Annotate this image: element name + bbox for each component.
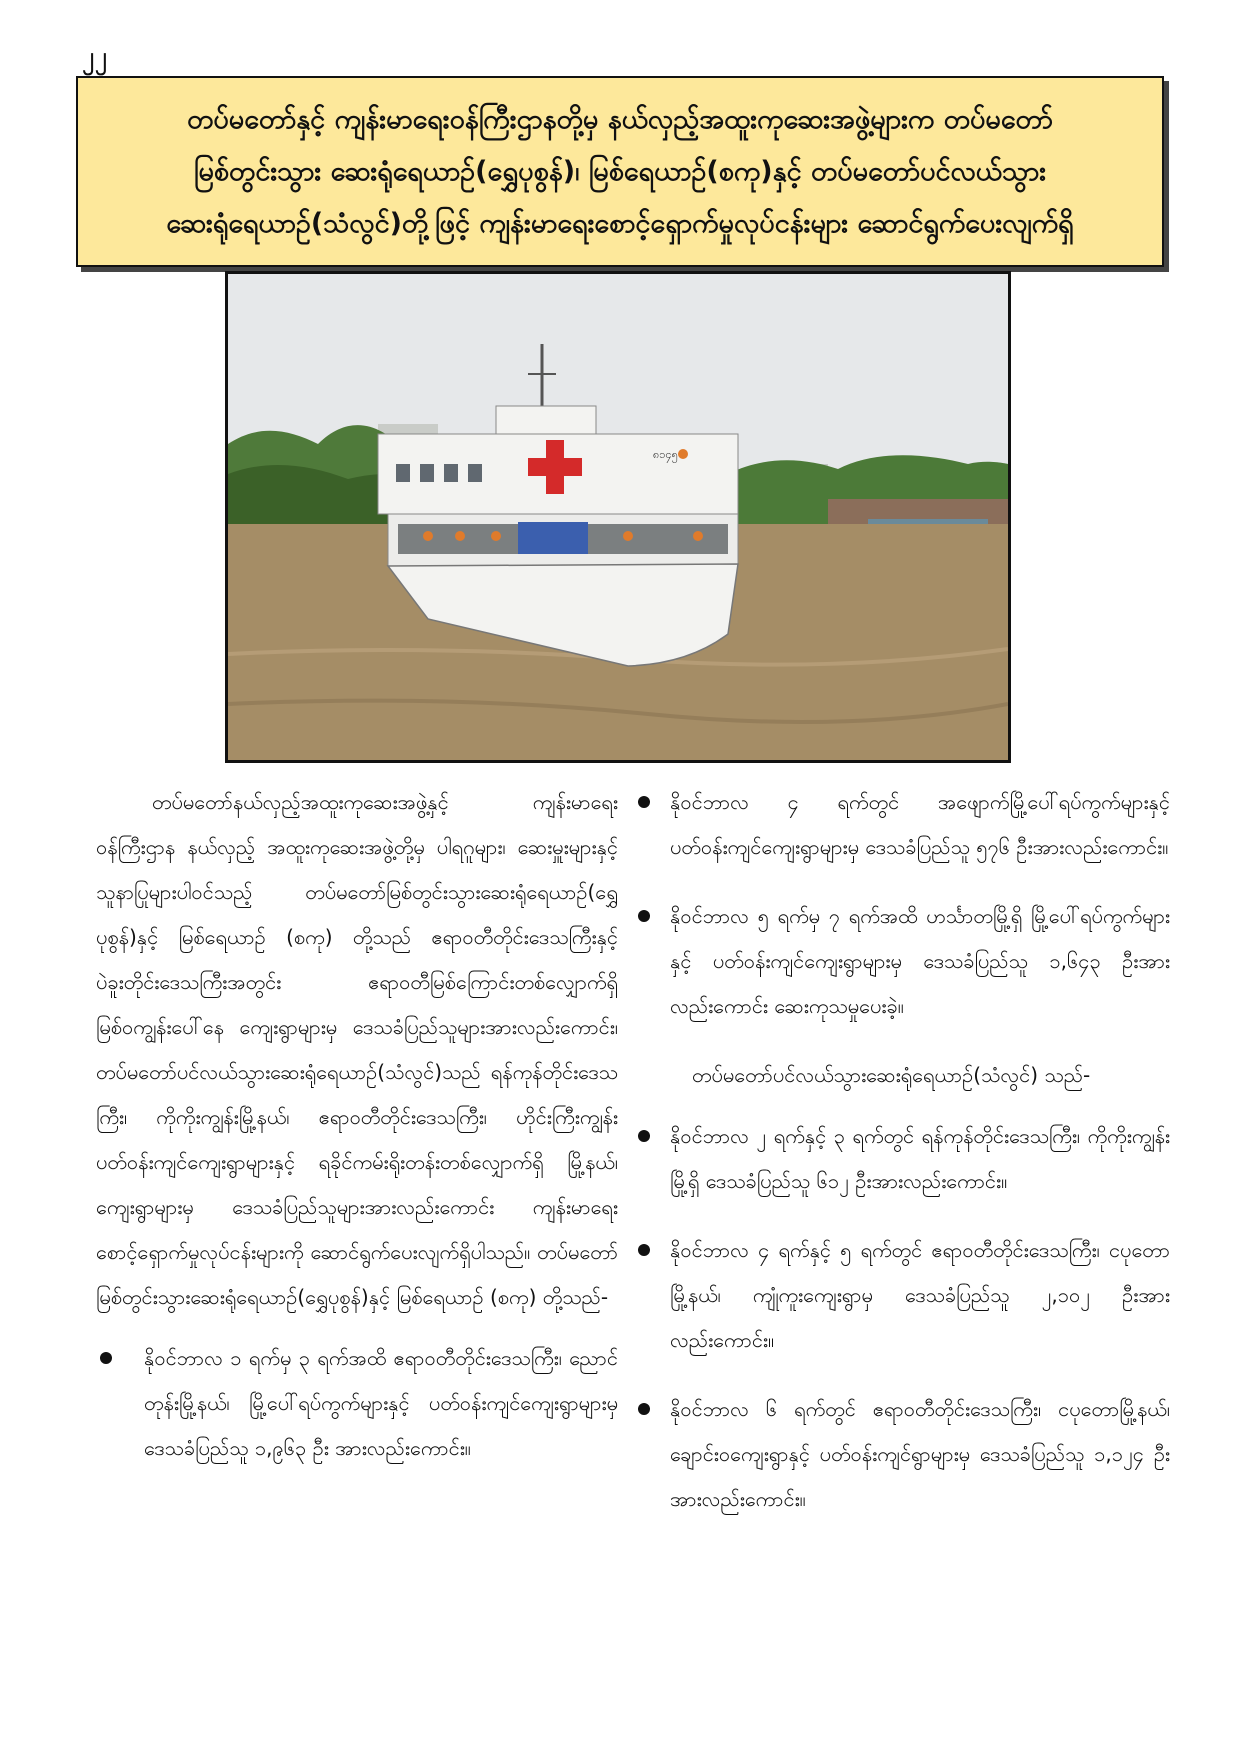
headline-line-2: မြစ်တွင်းသွား ဆေးရုံရေယာဉ်(ရွှေပုစွန်)၊ မြစ်ရေယာဉ်(စကု)နှင့် တပ်မတော်ပင်လယ်သွား <box>193 156 1047 187</box>
bullet-dot-icon <box>100 1352 112 1364</box>
subhead-paragraph: တပ်မတော်ပင်လယ်သွားဆေးရုံရေယာဉ်(သံလွင်) သည်- <box>692 1063 1091 1087</box>
headline-line-1: တပ်မတော်နှင့် ကျန်းမာရေးဝန်ကြီးဌာနတို့မှ နယ်လှည့်အထူးကုဆေးအဖွဲ့များက တပ်မတော် <box>187 104 1053 135</box>
red-cross-horizontal <box>528 458 582 476</box>
bullet-dot-icon <box>638 1403 650 1415</box>
list-item-text: နိုဝင်ဘာလ ၅ ရက်မှ ၇ ရက်အထိ ဟင်္သာတမြို့ရှိ မြို့ပေါ်ရပ်ကွက်များနှင့် ပတ်ဝန်းကျင်ကျေးရွာများမှ ဒေသခံပြည်သူ ၁,၆၄၃ ဦးအားလည်းကောင်း ဆေးကုသမှုပေးခဲ့။ <box>670 904 1170 1018</box>
headline-line-3: ဆေးရုံရေယာဉ်(သံလွင်)တို့ဖြင့် ကျန်းမာရေးစောင့်ရှောက်မှုလုပ်ငန်းများ ဆောင်ရွက်ပေးလျက်ရှိ <box>166 208 1074 239</box>
crew-3 <box>491 531 501 541</box>
crew-6 <box>678 449 688 459</box>
right-bottom-bullet-list <box>636 1114 1170 1522</box>
intro-paragraph: တပ်မတော်နယ်လှည့်အထူးကုဆေးအဖွဲ့နှင့် ကျန်းမာရေးဝန်ကြီးဌာန နယ်လှည့် အထူးကုဆေးအဖွဲ့တို့မှ ပါရဂူများ၊ ဆေးမှူးများနှင့် သူနာပြုများပါဝင်သည့် တပ်မတော်မြစ်တွင်းသွားဆေးရုံရေယာဉ်(ရွှေပုစွန်)နှင့် မြစ်ရေယာဉ် (စကု) တို့သည် ဧရာဝတီတိုင်းဒေသကြီးနှင့် ပဲခူးတိုင်းဒေသကြီးအတွင်း ဧရာဝတီမြစ်ကြောင်းတစ်လျှောက်ရှိ မြစ်ဝကျွန်းပေါ်နေ ကျေးရွာများမှ ဒေသခံပြည်သူများအားလည်းကောင်း၊ တပ်မတော်ပင်လယ်သွားဆေးရုံရေယာဉ်(သံလွင်)သည် ရန်ကုန်တိုင်းဒေသကြီး၊ ကိုကိုးကျွန်းမြို့နယ်၊ ဧရာဝတီတိုင်းဒေသကြီး၊ ဟိုင်းကြီးကျွန်းပတ်ဝန်းကျင်ကျေးရွာများနှင့် ရခိုင်ကမ်းရိုးတန်းတစ်လျှောက်ရှိ မြို့နယ်၊ ကျေးရွာများမှ ဒေသခံပြည်သူများအားလည်းကောင်း ကျန်းမာရေးစောင့်ရှောက်မှုလုပ်ငန်းများကို ဆောင်ရွက်ပေးလျက်ရှိပါသည်။ တပ်မတော်မြစ်တွင်းသွားဆေးရုံရေယာဉ်(ရွှေပုစွန်)နှင့် မြစ်ရေယာဉ် (စကု) တို့သည်- <box>96 790 618 1309</box>
bullet-dot-icon <box>638 796 650 808</box>
crew-1 <box>423 531 433 541</box>
crew-5 <box>693 531 703 541</box>
bullet-dot-icon <box>638 1244 650 1256</box>
ship-hull-number: ၈၁၄၅ <box>653 448 678 461</box>
list-item <box>636 1387 1170 1522</box>
ship-window-1 <box>396 464 410 482</box>
list-item <box>636 894 1170 1029</box>
list-item <box>96 1336 618 1471</box>
list-item-text: နိုဝင်ဘာလ ၆ ရက်တွင် ဧရာဝတီတိုင်းဒေသကြီး၊ ငပုတောမြို့နယ်၊ ချောင်းဝကျေးရွာနှင့် ပတ်ဝန်းကျင်ရွာများမှ ဒေသခံပြည်သူ ၁,၁၂၄ ဦးအားလည်းကောင်း။ <box>670 1397 1170 1511</box>
list-item-text: နိုဝင်ဘာလ ၂ ရက်နှင့် ၃ ရက်တွင် ရန်ကုန်တိုင်းဒေသကြီး၊ ကိုကိုးကျွန်းမြို့ရှိ ဒေသခံပြည်သူ ၆၁၂ ဦးအားလည်းကောင်း။ <box>670 1124 1170 1193</box>
crew-4 <box>623 531 633 541</box>
bullet-dot-icon <box>638 910 650 922</box>
list-item-text: နိုဝင်ဘာလ ၄ ရက်တွင် အဖျောက်မြို့ပေါ်ရပ်ကွက်များနှင့် ပတ်ဝန်းကျင်ကျေးရွာများမှ ဒေသခံပြည်သူ ၅၇၆ ဦးအားလည်းကောင်း။ <box>670 790 1170 859</box>
right-column <box>636 780 1170 1546</box>
headline-box <box>76 76 1164 267</box>
right-top-bullet-list <box>636 780 1170 1029</box>
ship-window-2 <box>420 464 434 482</box>
list-item <box>636 1228 1170 1363</box>
list-item-text: နိုဝင်ဘာလ ၁ ရက်မှ ၃ ရက်အထိ ဧရာဝတီတိုင်းဒေသကြီး၊ ညောင်တုန်းမြို့နယ်၊ မြို့ပေါ်ရပ်ကွက်များနှင့် ပတ်ဝန်းကျင်ကျေးရွာများမှ ဒေသခံပြည်သူ ၁,၉၆၃ ဦး အားလည်းကောင်း။ <box>144 1346 618 1460</box>
left-column <box>96 780 618 1495</box>
ship-banner <box>518 522 588 554</box>
list-item <box>636 780 1170 870</box>
left-bullet-list <box>96 1336 618 1471</box>
crew-2 <box>455 531 465 541</box>
hospital-ship-illustration <box>228 274 1008 760</box>
ship-window-3 <box>444 464 458 482</box>
page-number: ၂၂ <box>82 42 108 70</box>
bullet-dot-icon <box>638 1130 650 1142</box>
list-item <box>636 1114 1170 1204</box>
hospital-ship-photo <box>225 271 1011 763</box>
list-item-text: နိုဝင်ဘာလ ၄ ရက်နှင့် ၅ ရက်တွင် ဧရာဝတီတိုင်းဒေသကြီး၊ ငပုတောမြို့နယ်၊ ကျုံကူးကျေးရွာမှ ဒေသခံပြည်သူ ၂,၁၀၂ ဦးအားလည်းကောင်း။ <box>670 1238 1170 1352</box>
ship-window-4 <box>468 464 482 482</box>
